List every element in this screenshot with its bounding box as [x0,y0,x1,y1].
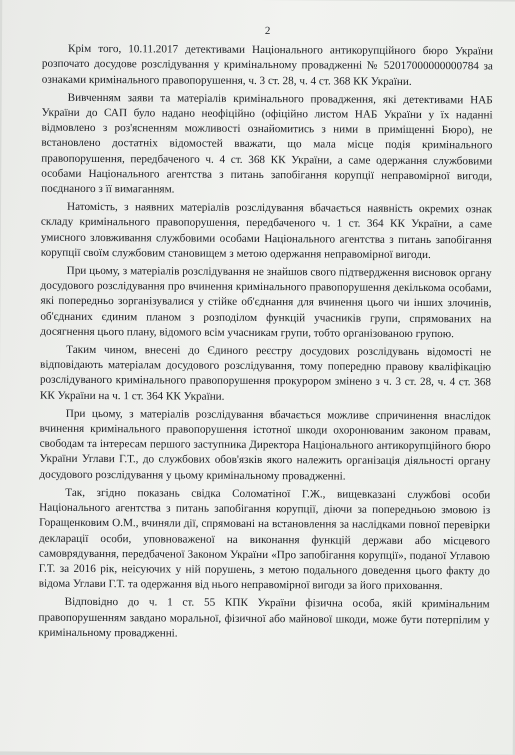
paragraph-organized-group: При цьому, з матеріалів розслідування не знайшов свого підтвердження висновок органу досудового розслідування про вчинення кримінального правопорушення декількома особами, які попередньо зорганізувалися у стійке об'єднання для вчинення цього чи інших злочинів, об'єднаних єдиним планом з розподілом функцій учасників групи, спрямованих на досягнення цього плану, відомого всім учасникам групи, тобто організованою групою. [40,264,492,341]
paragraph-victim-definition: Відповідно до ч. 1 ст. 55 КПК України фізична особа, якій кримінальним правопорушенням завдано моральної, фізичної або майнової шкоди, може бути потерпілим у кримінальному провадженні. [38,596,490,640]
paragraph-witness-testimony: Так, згідно показань свідка Соломатіної Г.Ж., вищевказані службові особи Національного агентства з питань запобігання корупції, діючи за попередньою змовою із Горащенковим О.М., вчиняли дії, спрямовані на встановлення за наслідками повної перевірки декларації особи, уповноваженої на виконання функцій держави або місцевого самоврядування, передбаченої Законом України «Про запобігання корупції», поданої Углавою Г.Т. за 2016 рік, неісуючих у ній порушень, з метою подального доведення цього факту до відома Углави Г.Т. та одержання від нього неправомірної вигоди за його приховання. [38,486,491,593]
paragraph-harm: При цьому, з матеріалів розслідування вбачається можливе спричинення внаслідок вчинення кримінального правопорушення істотної шкоди охоронюваним законом правам, свободам та інтересам першого заступника Директора Національного антикорупційного бюро України Углави Г.Т., до службових обов'язків якого належить організація діяльності органу досудового розслідування у цьому кримінальному провадженні. [39,407,491,483]
page-number: 2 [264,25,271,38]
paragraph-qualification-change: Таким чином, внесені до Єдиного реєстру досудових розслідувань відомості не відповідають матеріалам досудового розслідування, тому попередню правову кваліфікацію розслідуваного кримінального правопорушення прокурором змінено з ч. 3 ст. 28, ч. 4 ст. 368 КК України на ч. 1 ст. 364 КК України. [39,343,492,403]
paragraph-abuse-of-office: Натомість, з наявних матеріалів розслідування вбачається наявність окремих ознак складу кримінального правопорушення, передбаченого ч. 1 ст. 364 КК України, а саме умисного зловживання службовими особами Національного агентства з питань запобігання корупції своїм службовим становищем з метою одержання неправомірної вигоди. [40,201,493,261]
paragraph-materials-review: Вивченням заяви та матеріалів кримінального провадження, які детективами НАБ України до САП було надано неофіційно (офіційно листом НАБ України у їх наданні відмовлено з роз'ясненням можливості ознайомитись з ними в приміщенні Бюро), не встановлено достатніх відомостей вважати, що мала місце подія кримінального правопорушення, передбаченого ч. 4 ст. 368 КК України, а саме одержання службовими особами Національного агентства з питань запобігання корупції неправомірної вигоди, поєднаного з її вимаганням. [41,91,493,196]
paragraph-investigation-start: Крім того, 10.11.2017 детективами Національного антикорупційного бюро України розпочато досудове розслідування у кримінальному провадженні № 52017000000000784 за ознаками кримінального правопорушення, ч. 3 ст. 28, ч. 4 ст. 368 КК України. [41,43,494,88]
